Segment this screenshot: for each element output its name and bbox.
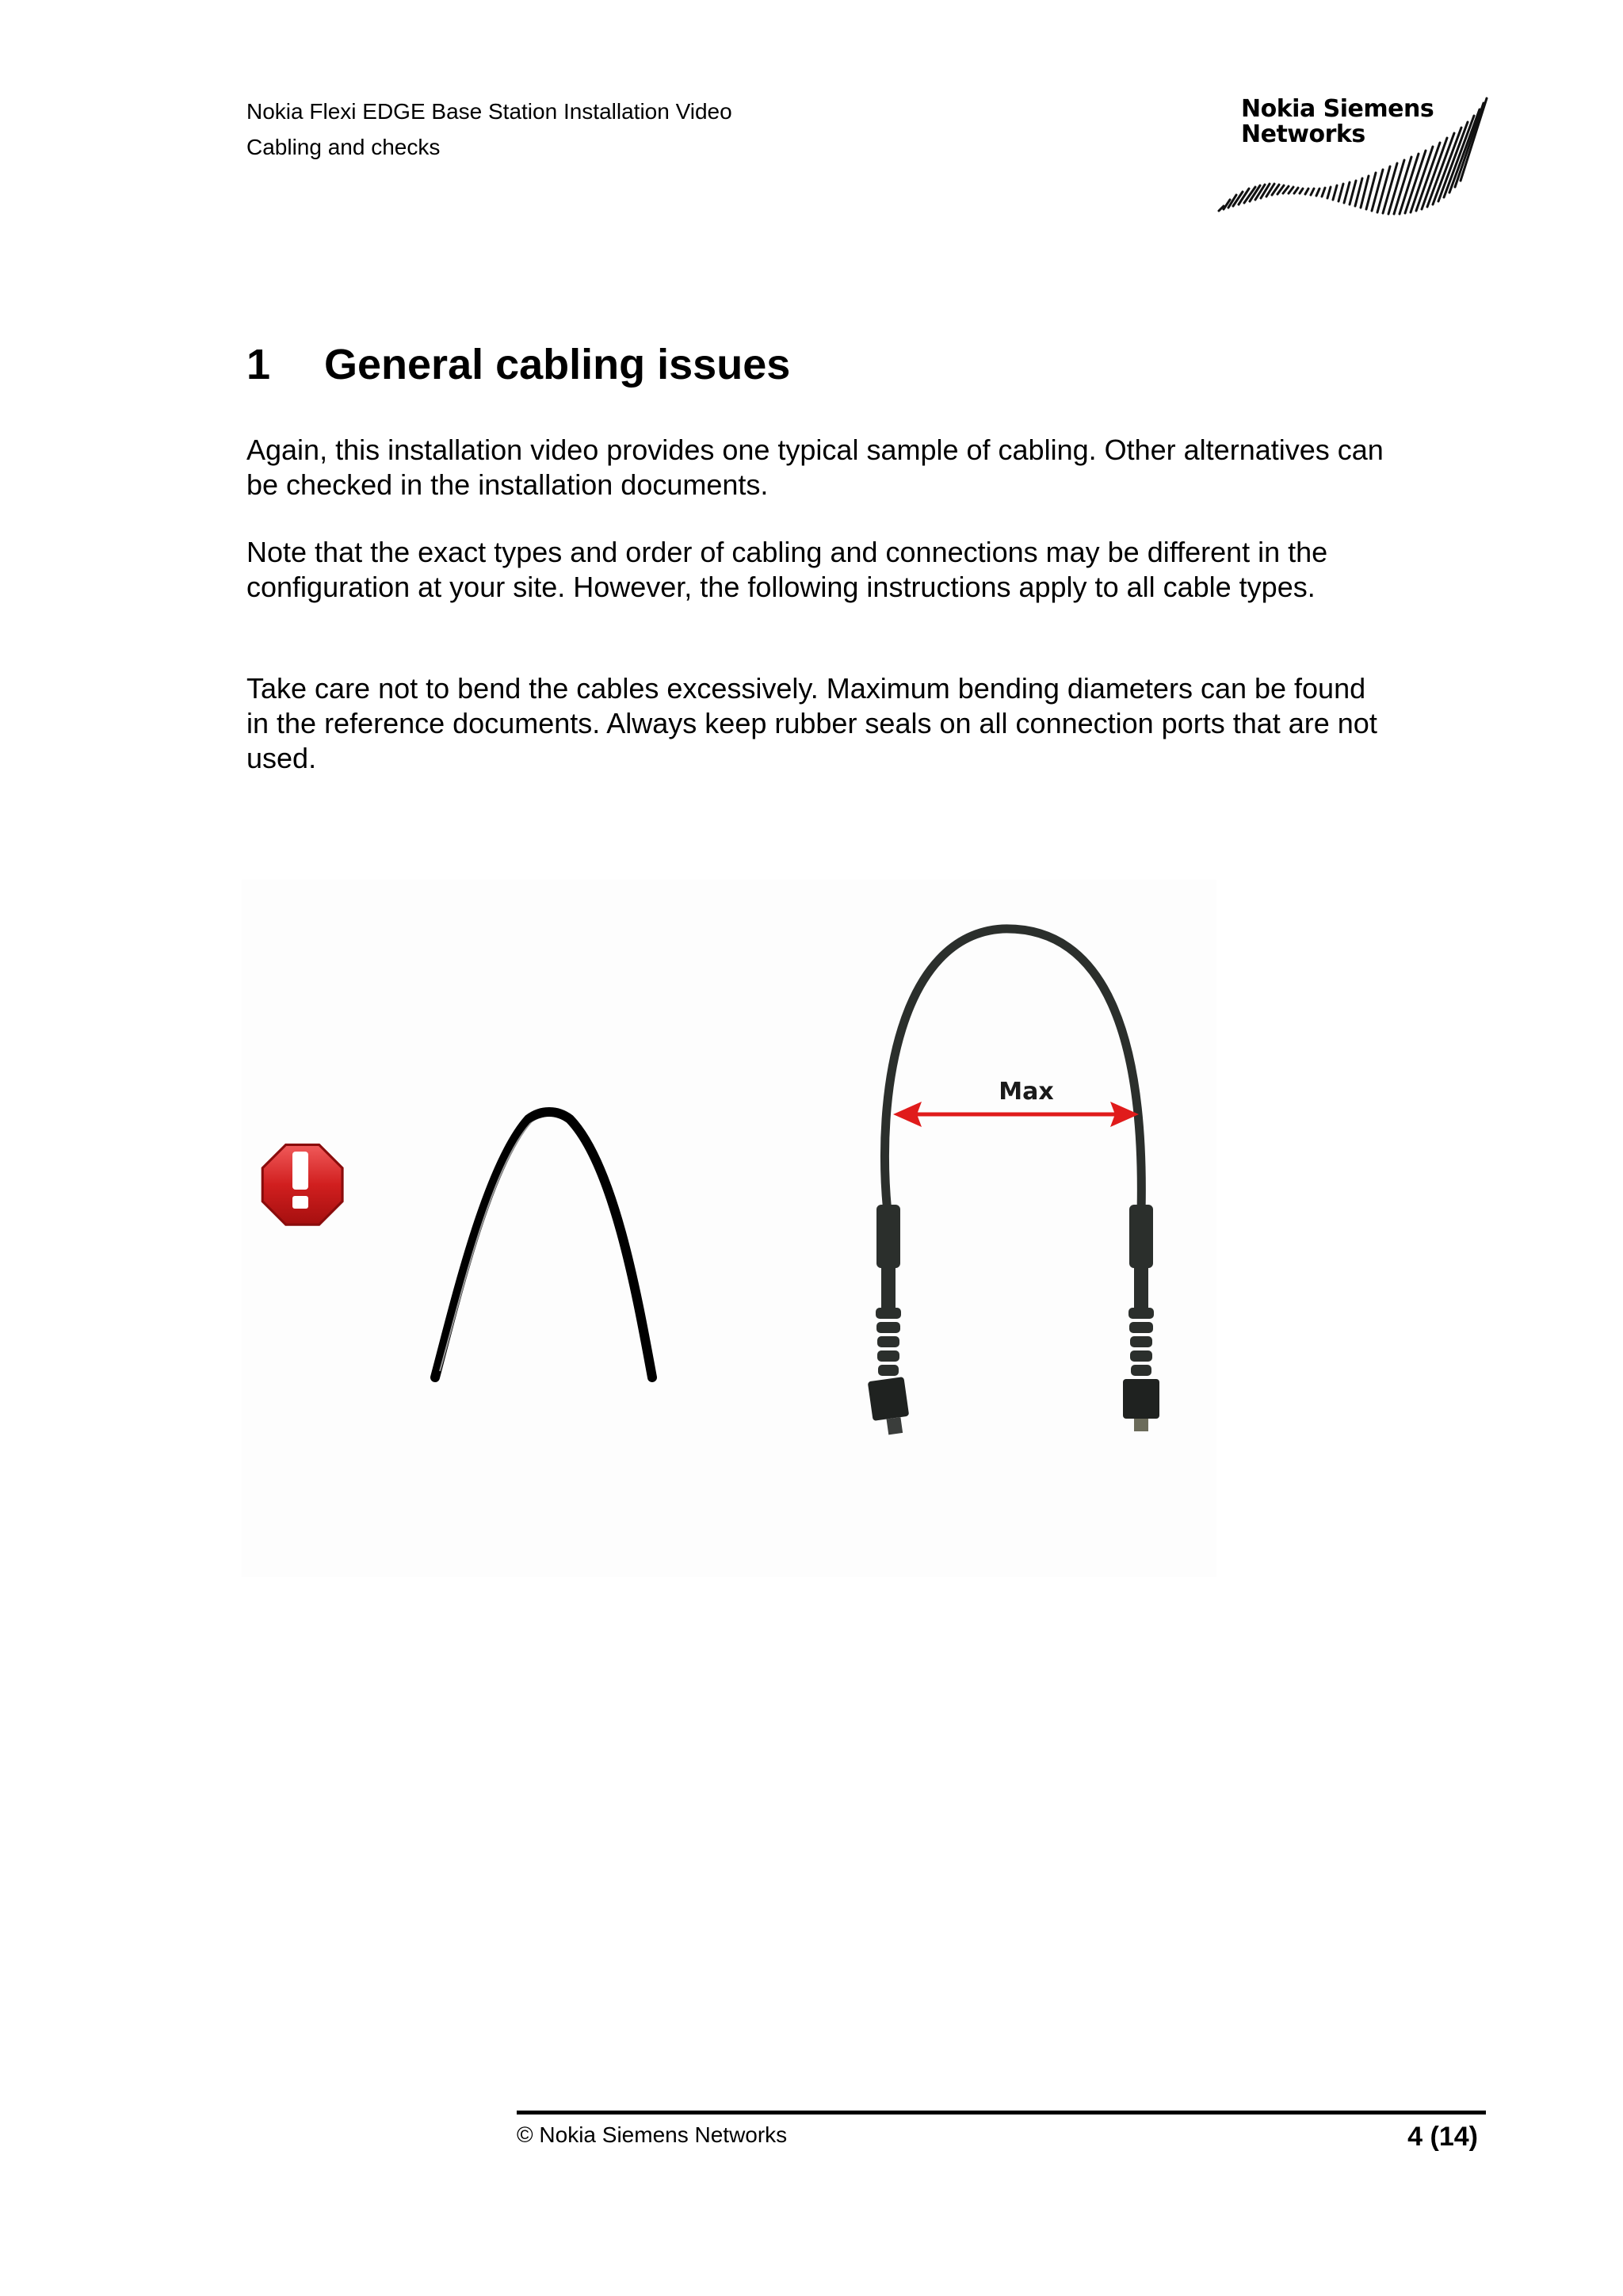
section-title: General cabling issues [324,341,791,388]
logo-line-2: Networks [1241,120,1365,148]
section-heading [246,339,790,390]
document-title: Nokia Flexi EDGE Base Station Installation Video [246,99,732,124]
page-number: 4 (14) [1407,2122,1478,2152]
cable-bending-figure [242,880,1216,1577]
page-header [246,94,732,165]
company-logo [1212,94,1490,220]
paragraph: Note that the exact types and order of cabling and connections may be different in the configuration at your site. However, the following instructions apply to all cable types. [246,536,1328,603]
max-label: Max [999,1078,1054,1106]
document-subtitle: Cabling and checks [246,135,441,159]
section-number: 1 [246,341,271,388]
sharp-bend-cable [435,1112,652,1377]
footer-copyright: © Nokia Siemens Networks [517,2122,788,2147]
footer-divider [517,2111,1486,2115]
logo-wordmark [1241,97,1434,147]
cable-bending-illustration [242,880,1216,1577]
gentle-bend-cable [868,929,1159,1435]
paragraph: Take care not to bend the cables excessively. Maximum bending diameters can be found in the reference documents. Always keep rubber seals on all connection ports that are not used. [246,672,1377,774]
stop-exclamation-icon [262,1144,342,1224]
paragraph: Again, this installation video provides one typical sample of cabling. Other alternatives can be checked in the installation documents. [246,434,1384,501]
logo-line-1: Nokia Siemens [1241,95,1434,123]
